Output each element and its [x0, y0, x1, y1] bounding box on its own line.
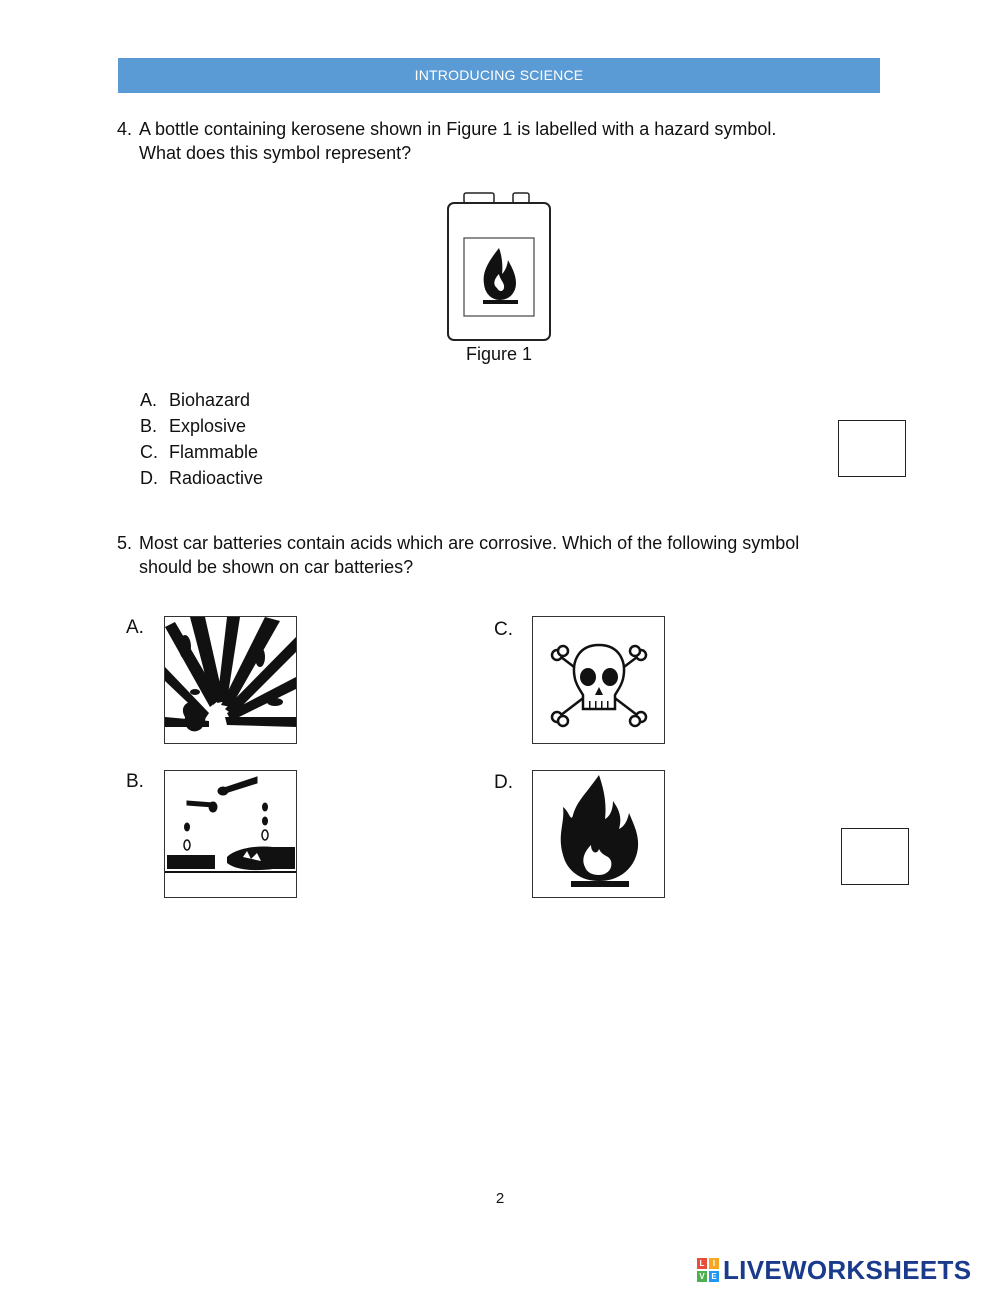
header-title: INTRODUCING SCIENCE — [414, 67, 584, 83]
question-5-line-1 — [117, 531, 877, 555]
question-4-options — [140, 388, 263, 492]
question-4-line-1 — [117, 117, 877, 141]
page-number: 2 — [495, 1190, 505, 1207]
question-5-text-2: should be shown on car batteries? — [139, 557, 414, 577]
symbol-c-box — [532, 616, 665, 744]
option-c: C. Flammable — [140, 442, 259, 462]
symbol-a-label: A. — [126, 617, 144, 638]
question-5-text-1: Most car batteries contain acids which are corrosive. Which of the following symbol — [139, 533, 800, 553]
logo-block-v: V — [697, 1271, 707, 1282]
option-d: D. Radioactive — [140, 468, 264, 488]
symbol-d-label: D. — [494, 772, 513, 793]
logo-blocks-icon — [697, 1258, 719, 1282]
question-4 — [117, 117, 877, 165]
brand-name: LIVEWORKSHEETS — [723, 1254, 972, 1285]
question-5-number: 5. — [117, 533, 133, 553]
question-4-number: 4. — [117, 119, 133, 139]
kerosene-bottle-figure — [440, 188, 560, 348]
question-4-text-1: A bottle containing kerosene shown in Figure 1 is labelled with a hazard symbol. — [139, 119, 777, 139]
logo-block-i: I — [709, 1258, 719, 1269]
question-5-answer-box[interactable] — [841, 828, 909, 885]
symbol-b-box — [164, 770, 297, 898]
question-4-answer-box[interactable] — [838, 420, 906, 477]
question-4-text-2: What does this symbol represent? — [139, 143, 412, 163]
logo-block-l: L — [697, 1258, 707, 1269]
explosive-icon — [165, 617, 296, 743]
symbol-c-label: C. — [494, 619, 513, 640]
flammable-icon — [533, 771, 664, 897]
header-bar — [118, 58, 880, 93]
symbol-a-box — [164, 616, 297, 744]
symbol-b-label: B. — [126, 771, 144, 792]
toxic-skull-icon — [533, 617, 664, 743]
logo-block-e: E — [709, 1271, 719, 1282]
option-a: A. Biohazard — [140, 390, 251, 410]
question-5 — [117, 531, 877, 579]
corrosive-icon — [165, 771, 296, 897]
liveworksheets-logo — [697, 1255, 971, 1285]
option-b: B. Explosive — [140, 416, 247, 436]
figure-caption: Figure 1 — [465, 344, 533, 364]
symbol-d-box — [532, 770, 665, 898]
